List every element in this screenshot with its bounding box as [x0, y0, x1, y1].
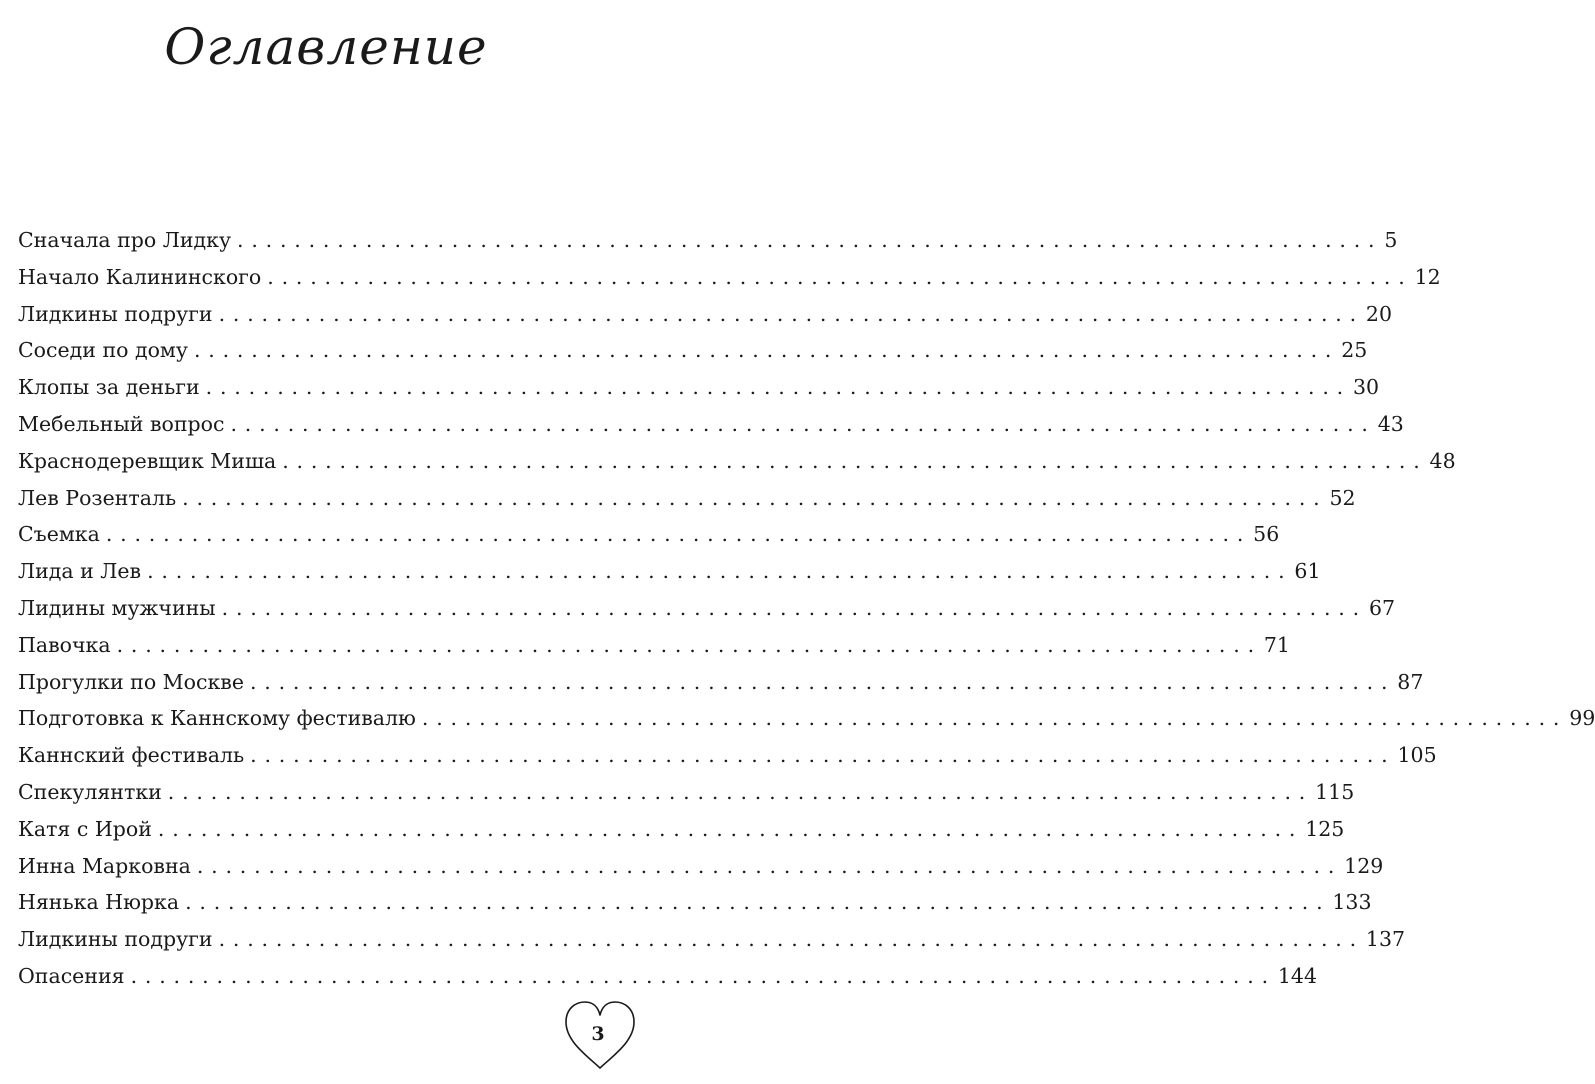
toc-entry-title: Нянька Нюрка: [18, 890, 180, 915]
toc-entry[interactable]: [18, 406, 1404, 443]
toc-entry-page: 115: [1315, 779, 1355, 804]
toc-entry[interactable]: [18, 737, 1437, 774]
toc-entry-page: 129: [1344, 853, 1384, 878]
toc-leader-dots: ................................................................................: [147, 559, 1293, 584]
toc-entry-page: 48: [1429, 448, 1456, 473]
toc-entry[interactable]: [18, 516, 1280, 553]
toc-leader-dots: ................................................................................: [193, 338, 1340, 363]
toc-entry-title: Подготовка к Каннскому фестивалю: [18, 706, 416, 731]
toc-entry-title: Лидкины подруги: [18, 301, 213, 326]
toc-entry[interactable]: [18, 369, 1380, 406]
toc-entry-title: Сначала про Лидку: [18, 228, 232, 252]
table-of-contents: [18, 222, 1595, 995]
toc-entry-page: 43: [1377, 411, 1404, 436]
toc-leader-dots: ................................................................................: [237, 228, 1383, 252]
toc-entry[interactable]: [18, 811, 1345, 848]
toc-entry-page: 20: [1365, 301, 1392, 326]
toc-entry[interactable]: [18, 259, 1441, 296]
toc-leader-dots: ................................................................................: [205, 375, 1351, 400]
toc-leader-dots: ................................................................................: [218, 301, 1364, 326]
toc-entry-title: Лидины мужчины: [18, 595, 216, 620]
toc-entry-page: 71: [1263, 632, 1290, 657]
toc-entry-page: 133: [1332, 890, 1372, 915]
toc-entry-title: Соседи по дому: [18, 338, 188, 363]
toc-entry-title: Опасения: [18, 963, 125, 988]
toc-entry[interactable]: [18, 958, 1318, 995]
toc-entry-page: 12: [1414, 264, 1441, 289]
toc-entry[interactable]: [18, 332, 1368, 369]
toc-entry-page: 67: [1368, 595, 1396, 620]
toc-entry-page: 144: [1277, 963, 1318, 988]
toc-leader-dots: ................................................................................: [267, 264, 1413, 289]
toc-entry-title: Спекулянтки: [18, 779, 162, 804]
toc-entry-title: Начало Калининского: [18, 264, 262, 289]
toc-entry-title: Съемка: [18, 522, 100, 547]
toc-entry-title: Мебельный вопрос: [18, 411, 225, 436]
toc-leader-dots: ................................................................................: [221, 595, 1367, 620]
toc-entry-page: 30: [1352, 375, 1380, 400]
toc-leader-dots: ................................................................................: [421, 706, 1568, 731]
toc-entry[interactable]: [18, 590, 1396, 627]
toc-entry[interactable]: [18, 884, 1372, 921]
toc-entry[interactable]: [18, 921, 1406, 958]
toc-entry-page: 137: [1365, 927, 1406, 952]
toc-entry[interactable]: [18, 296, 1392, 333]
toc-entry-title: Лида и Лев: [18, 559, 142, 584]
page-title: Оглавление: [164, 18, 488, 76]
toc-leader-dots: ................................................................................: [230, 411, 1376, 436]
toc-entry-page: 61: [1294, 559, 1321, 584]
toc-entry[interactable]: [18, 774, 1355, 811]
toc-entry-page: 52: [1329, 485, 1356, 510]
toc-leader-dots: ................................................................................: [105, 522, 1252, 547]
toc-entry[interactable]: [18, 553, 1321, 590]
toc-entry-title: Инна Марковна: [18, 853, 191, 878]
toc-entry-title: Прогулки по Москве: [18, 669, 244, 694]
toc-entry-page: 105: [1397, 743, 1437, 768]
toc-entry-title: Краснодеревщик Миша: [18, 448, 277, 473]
toc-leader-dots: ................................................................................: [116, 632, 1262, 657]
toc-leader-dots: ................................................................................: [167, 779, 1314, 804]
toc-entry-title: Лидкины подруги: [18, 927, 213, 952]
toc-entry-page: 25: [1341, 338, 1368, 363]
toc-leader-dots: ................................................................................: [196, 853, 1343, 878]
toc-entry-page: 56: [1253, 522, 1280, 547]
toc-entry-page: 87: [1397, 669, 1424, 694]
toc-entry[interactable]: [18, 848, 1384, 885]
toc-entry-title: Катя с Ирой: [18, 816, 152, 841]
toc-entry[interactable]: [18, 627, 1290, 664]
toc-leader-dots: ................................................................................: [130, 963, 1276, 988]
toc-leader-dots: ................................................................................: [185, 890, 1331, 915]
toc-leader-dots: ................................................................................: [218, 927, 1364, 952]
toc-leader-dots: ................................................................................: [182, 485, 1328, 510]
toc-entry-page: 5: [1384, 228, 1398, 252]
toc-entry-title: Клопы за деньги: [18, 375, 200, 400]
toc-leader-dots: ................................................................................: [282, 448, 1428, 473]
toc-entry[interactable]: [18, 700, 1595, 737]
toc-leader-dots: ................................................................................: [249, 669, 1396, 694]
toc-entry-title: Павочка: [18, 632, 111, 657]
toc-entry-title: Лев Розенталь: [18, 485, 177, 510]
toc-entry[interactable]: [18, 222, 1398, 259]
toc-entry[interactable]: [18, 664, 1424, 701]
toc-leader-dots: ................................................................................: [250, 743, 1396, 768]
toc-entry-page: 125: [1305, 816, 1345, 841]
page-number: 3: [591, 1023, 605, 1045]
toc-entry[interactable]: [18, 480, 1356, 517]
toc-entry-page: 99: [1569, 706, 1595, 731]
toc-leader-dots: ................................................................................: [157, 816, 1304, 841]
toc-entry[interactable]: [18, 443, 1456, 480]
toc-entry-title: Каннский фестиваль: [18, 743, 245, 768]
